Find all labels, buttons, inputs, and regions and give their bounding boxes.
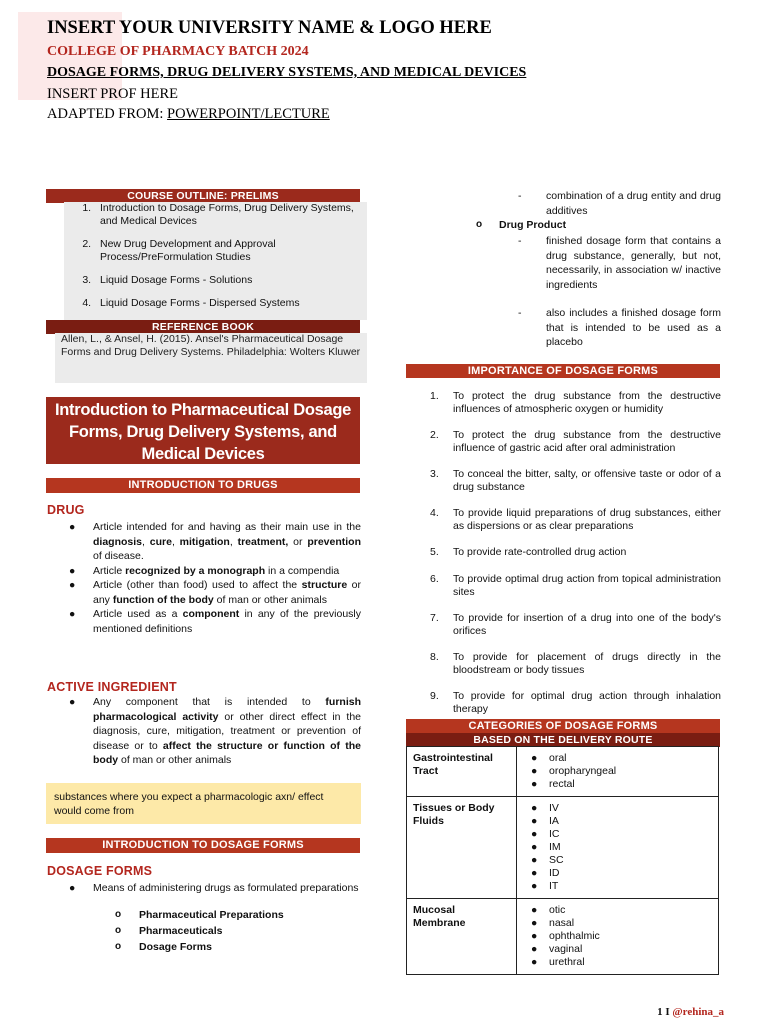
delivery-route-subheader: BASED ON THE DELIVERY ROUTE (406, 733, 720, 747)
list-item: ● IT (531, 880, 559, 892)
outline-item: 3. Liquid Dosage Forms - Solutions (94, 274, 374, 287)
table-row (407, 747, 719, 797)
list-item: o Dosage Forms (115, 941, 212, 953)
item-text: To protect the drug substance from the destructive influence of gastric acid after oral administration (453, 429, 721, 454)
professor: INSERT PROF HERE (47, 86, 178, 102)
drug-product-heading: o Drug Product (476, 219, 567, 231)
route-label: Gastrointestinal Tract (407, 747, 517, 797)
intro-dosage-header: INTRODUCTION TO DOSAGE FORMS (46, 838, 360, 853)
dash-item: - finished dosage form that contains a drug substance, generally, but not, necessarily, in association w/ inactive ingredients (518, 235, 721, 291)
dash-item: - combination of a drug entity and drug additives (518, 190, 721, 217)
college-batch: COLLEGE OF PHARMACY BATCH 2024 (47, 44, 309, 59)
reference-header: REFERENCE BOOK (46, 320, 360, 334)
active-ingredient-definition (47, 695, 361, 768)
page-number: 1 (657, 1006, 663, 1018)
list-item: o Pharmaceuticals (115, 925, 223, 937)
item-text: To conceal the bitter, salty, or offensive taste or odor of a drug substance (453, 468, 721, 493)
list-item: ● Article (other than food) used to affect the structure or any function of the body of man or other animals (69, 579, 361, 606)
item-text: To provide optimal drug action from topical administration sites (453, 573, 721, 598)
table-row (407, 797, 719, 899)
list-item: ● IC (531, 828, 560, 840)
item-text: To provide for insertion of a drug into one of the body's orifices (453, 612, 721, 637)
list-item: ● IV (531, 802, 559, 814)
list-item: ● IM (531, 841, 561, 853)
item-number: 9. (430, 690, 439, 702)
route-label: Tissues or Body Fluids (407, 797, 517, 899)
importance-item (430, 429, 721, 455)
main-title-line: Introduction to Pharmaceutical Dosage (54, 401, 352, 419)
list-item: ● vaginal (531, 943, 583, 955)
outline-item: 2. New Drug Development and Approval Process/PreFormulation Studies (94, 238, 374, 264)
list-item: ● oral (531, 752, 567, 764)
item-text: To protect the drug substance from the destructive influences of atmospheric oxygen or humidity (453, 390, 721, 415)
list-item: ● Article recognized by a monograph in a compendia (69, 564, 340, 577)
author-handle: @rehina_a (672, 1006, 724, 1018)
item-number: 1. (430, 390, 439, 402)
route-values (517, 747, 719, 797)
main-title-line: Forms, Drug Delivery Systems, and (69, 423, 337, 441)
list-item: ● urethral (531, 956, 585, 968)
dash-item: - also includes a finished dosage form that is intended to be used as a placebo (518, 307, 721, 348)
list-item: ● ID (531, 867, 560, 879)
outline-item: 1. Introduction to Dosage Forms, Drug Delivery Systems, and Medical Devices (94, 202, 374, 228)
outline-item: 4. Liquid Dosage Forms - Dispersed Systems (94, 297, 374, 310)
route-values (517, 899, 719, 975)
item-number: 2. (430, 429, 439, 441)
adapted-from-label: ADAPTED FROM: (47, 106, 168, 122)
table-row (407, 899, 719, 975)
importance-list (430, 390, 721, 716)
list-item: ● ophthalmic (531, 930, 600, 942)
list-item: ● Article used as a component in any of the previously mentioned definitions (69, 608, 361, 635)
item-text: To provide for optimal drug action through inhalation therapy (453, 690, 721, 715)
course-title: DOSAGE FORMS, DRUG DELIVERY SYSTEMS, AND MEDICAL DEVICES (47, 65, 527, 80)
item-text: To provide for placement of drugs directly in the bloodstream or body tissues (453, 651, 721, 676)
importance-item (430, 573, 721, 599)
importance-item (430, 546, 721, 559)
list-item: ● Article intended for and having as their main use in the diagnosis, cure, mitigation, treatment, or prevention of disease. (69, 521, 361, 562)
categories-header: CATEGORIES OF DOSAGE FORMS (406, 719, 720, 733)
main-title-line: Medical Devices (141, 445, 265, 463)
item-number: 5. (430, 546, 439, 558)
item-number: 8. (430, 651, 439, 663)
active-ingredient-heading: ACTIVE INGREDIENT (47, 680, 177, 694)
importance-item (430, 468, 721, 494)
intro-drugs-header: INTRODUCTION TO DRUGS (46, 478, 360, 493)
list-item: ● SC (531, 854, 564, 866)
main-title (46, 397, 360, 464)
item-number: 6. (430, 573, 439, 585)
importance-item (430, 390, 721, 416)
note-box: substances where you expect a pharmacologic axn/ effect would come from (46, 783, 361, 824)
university-name: INSERT YOUR UNIVERSITY NAME & LOGO HERE (47, 18, 492, 38)
item-text: To provide rate-controlled drug action (453, 546, 627, 558)
list-item: ● Means of administering drugs as formulated preparations (69, 882, 359, 894)
importance-item (430, 612, 721, 638)
drug-heading: DRUG (47, 503, 85, 517)
list-item: ● rectal (531, 778, 575, 790)
list-item: ● otic (531, 904, 566, 916)
list-item: ● nasal (531, 917, 575, 929)
dosage-forms-definition (47, 881, 361, 896)
item-number: 3. (430, 468, 439, 480)
list-item: ● Any component that is intended to furnish pharmacological activity or other direct effect in the diagnosis, cure, mitigation, treatment or prevention of disease or to affect the structure or function of the body of man or other animals (69, 696, 361, 766)
importance-header: IMPORTANCE OF DOSAGE FORMS (406, 364, 720, 378)
course-outline-list (64, 202, 374, 320)
route-label: Mucosal Membrane (407, 899, 517, 975)
dosage-forms-heading: DOSAGE FORMS (47, 864, 153, 878)
page-footer (657, 1006, 724, 1018)
drug-definitions (47, 520, 361, 636)
reference-text: Allen, L., & Ansel, H. (2015). Ansel's Pharmaceutical Dosage Forms and Drug Delivery Systems. Philadelphia: Wolters Kluwer (55, 333, 367, 383)
route-values (517, 797, 719, 899)
list-item: ● IA (531, 815, 559, 827)
adapted-from (47, 106, 330, 123)
dosage-forms-synonyms (115, 909, 284, 957)
adapted-from-source: POWERPOINT/LECTURE (167, 106, 330, 122)
item-number: 7. (430, 612, 439, 624)
importance-item (430, 507, 721, 533)
footer-separator: I (665, 1006, 670, 1018)
item-number: 4. (430, 507, 439, 519)
list-item: o Pharmaceutical Preparations (115, 909, 284, 921)
course-outline-header: COURSE OUTLINE: PRELIMS (46, 189, 360, 203)
importance-item (430, 651, 721, 677)
item-text: To provide liquid preparations of drug substances, either as dispersions or as clear preparations (453, 507, 721, 532)
delivery-route-table (406, 746, 719, 975)
list-item: ● oropharyngeal (531, 765, 617, 777)
importance-item (430, 690, 721, 716)
